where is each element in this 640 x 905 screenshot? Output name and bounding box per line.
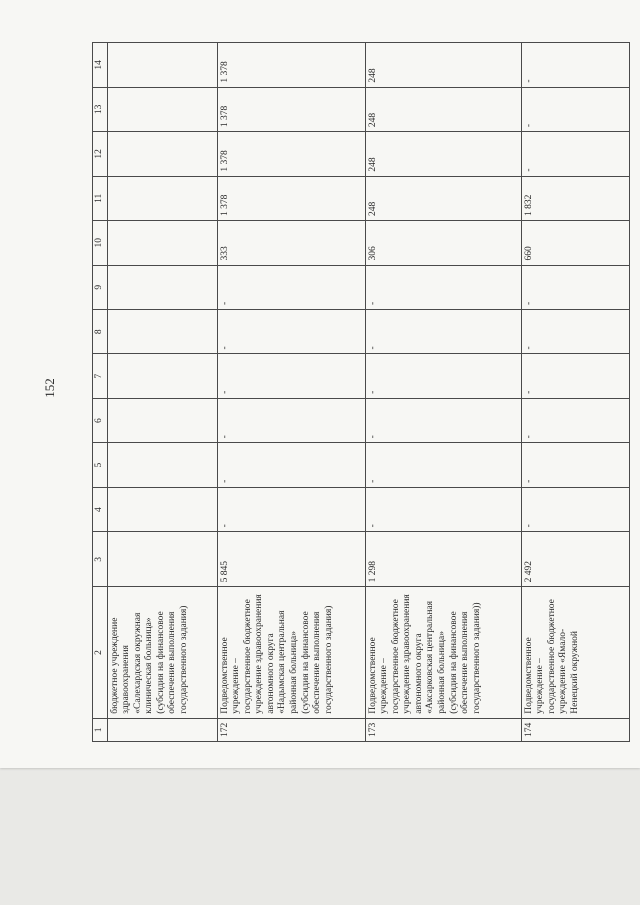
value-cell: 660	[521, 221, 629, 265]
row-number: 173	[365, 718, 521, 741]
value-cell: 333	[217, 221, 365, 265]
value-cell: -	[521, 265, 629, 309]
value-cell	[107, 354, 217, 398]
value-cell: -	[521, 354, 629, 398]
value-cell: 1 378	[217, 43, 365, 88]
table-row	[217, 43, 365, 742]
value-cell	[107, 87, 217, 131]
value-cell: 1 298	[365, 532, 521, 587]
institution-name: бюджетное учреждение здравоохранения «Салехардская окружная клиническая больница» (субсидия на финансовое обеспечение выполнения государственного задания)	[107, 587, 217, 718]
value-cell: -	[217, 354, 365, 398]
column-header: 2	[93, 587, 108, 718]
budget-table	[92, 42, 630, 742]
value-cell: -	[521, 309, 629, 353]
value-cell: -	[365, 487, 521, 531]
value-cell	[107, 398, 217, 442]
value-cell	[107, 265, 217, 309]
value-cell: 306	[365, 221, 521, 265]
value-cell: -	[365, 309, 521, 353]
institution-name: Подведомственное учреждение – государственное бюджетное учреждение «Ямало-Ненецкий окружной	[521, 587, 629, 718]
value-cell	[107, 487, 217, 531]
column-header: 3	[93, 532, 108, 587]
column-header: 12	[93, 132, 108, 176]
column-header: 4	[93, 487, 108, 531]
column-header: 14	[93, 43, 108, 88]
column-header: 13	[93, 87, 108, 131]
table-row	[107, 43, 217, 742]
value-cell: 248	[365, 176, 521, 220]
table-row	[365, 43, 521, 742]
row-number: 174	[521, 718, 629, 741]
value-cell: -	[521, 132, 629, 176]
value-cell: 248	[365, 87, 521, 131]
column-header: 10	[93, 221, 108, 265]
column-header: 5	[93, 443, 108, 487]
value-cell: -	[217, 443, 365, 487]
value-cell: -	[217, 309, 365, 353]
value-cell: 248	[365, 43, 521, 88]
value-cell: -	[521, 398, 629, 442]
value-cell	[107, 532, 217, 587]
value-cell: -	[521, 443, 629, 487]
value-cell	[107, 221, 217, 265]
value-cell: -	[365, 398, 521, 442]
value-cell: -	[365, 354, 521, 398]
value-cell	[107, 443, 217, 487]
row-number	[107, 718, 217, 741]
value-cell	[107, 132, 217, 176]
table-header-row	[93, 43, 108, 742]
value-cell: -	[217, 265, 365, 309]
value-cell: -	[217, 398, 365, 442]
value-cell	[107, 309, 217, 353]
column-header: 1	[93, 718, 108, 741]
value-cell: 1 832	[521, 176, 629, 220]
column-header: 9	[93, 265, 108, 309]
column-header: 7	[93, 354, 108, 398]
column-header: 8	[93, 309, 108, 353]
value-cell: -	[365, 265, 521, 309]
row-number: 172	[217, 718, 365, 741]
value-cell: 1 378	[217, 87, 365, 131]
value-cell: 1 378	[217, 176, 365, 220]
page-number: 152	[42, 378, 57, 398]
column-header: 6	[93, 398, 108, 442]
value-cell: -	[217, 487, 365, 531]
value-cell: 248	[365, 132, 521, 176]
value-cell: -	[521, 43, 629, 88]
value-cell: 2 492	[521, 532, 629, 587]
institution-name: Подведомственное учреждение – государственное бюджетное учреждение здравоохранения автономного округа «Надымская центральная районная больница» (субсидия на финансовое обеспечение выполнения государственного задания)	[217, 587, 365, 718]
value-cell	[107, 176, 217, 220]
institution-name: Подведомственное учреждение – государственное бюджетное учреждение здравоохранения автономного округа «Аксарковская центральная районная больница» (субсидия на финансовое обеспечение выполнения государственного задания))	[365, 587, 521, 718]
value-cell	[107, 43, 217, 88]
value-cell: -	[521, 487, 629, 531]
value-cell: 1 378	[217, 132, 365, 176]
value-cell: 5 845	[217, 532, 365, 587]
column-header: 11	[93, 176, 108, 220]
table-row	[521, 43, 629, 742]
value-cell: -	[365, 443, 521, 487]
value-cell: -	[521, 87, 629, 131]
table-rotated-container	[92, 42, 628, 742]
